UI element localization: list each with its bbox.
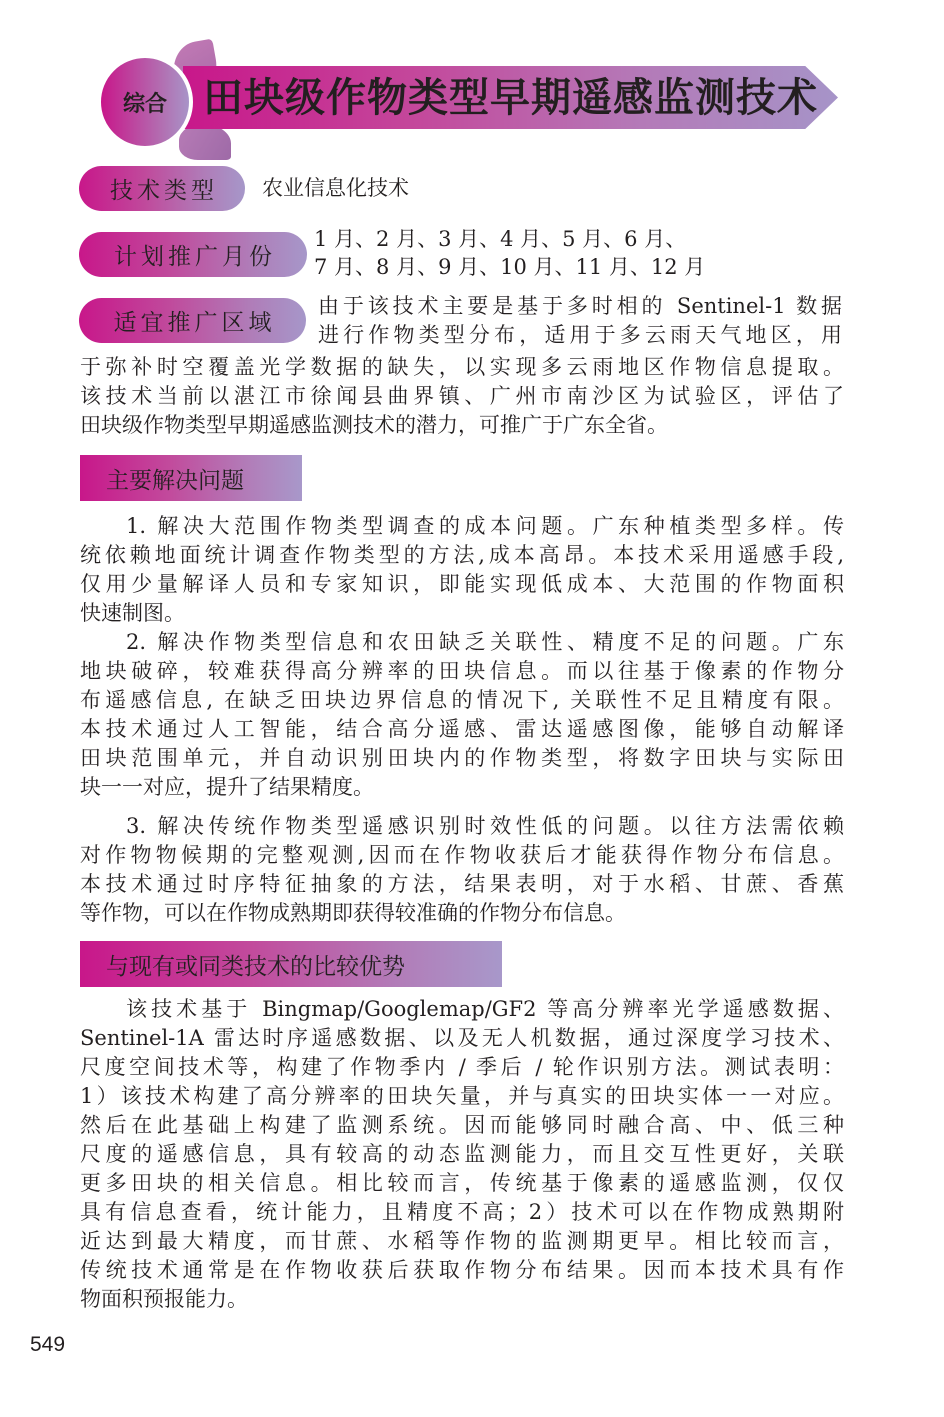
paragraph-line: 统依赖地面统计调查作物类型的方法,成本高昂。本技术采用遥感手段,: [80, 543, 844, 567]
field-value-region-line3: 于弥补时空覆盖光学数据的缺失，以实现多云雨地区作物信息提取。: [80, 355, 844, 379]
field-value-region-line1: 由于该技术主要是基于多时相的 Sentinel-1 数据: [318, 294, 842, 318]
paragraph-line: 近达到最大精度，而甘蔗、水稻等作物的监测期更早。相比较而言，: [80, 1229, 844, 1253]
leaf-decoration-icon: [179, 124, 231, 160]
paragraph-line: 然后在此基础上构建了监测系统。因而能够同时融合高、中、低三种: [80, 1113, 844, 1137]
paragraph-line: 对作物物候期的完整观测,因而在作物收获后才能获得作物分布信息。: [80, 843, 844, 867]
paragraph-line: Sentinel-1A 雷达时序遥感数据、以及无人机数据，通过深度学习技术、: [80, 1026, 844, 1050]
paragraph-line: 1）该技术构建了高分辨率的田块矢量，并与真实的田块实体一一对应。: [80, 1084, 844, 1108]
paragraph-line: 布遥感信息, 在缺乏田块边界信息的情况下, 关联性不足且精度有限。: [80, 688, 844, 712]
paragraph-line: 等作物，可以在作物成熟期即获得较准确的作物分布信息。: [80, 901, 626, 925]
paragraph-line: 1. 解决大范围作物类型调查的成本问题。广东种植类型多样。传: [126, 514, 844, 538]
page-number: 549: [30, 1333, 66, 1356]
paragraph-line: 本技术通过时序特征抽象的方法，结果表明，对于水稻、甘蔗、香蕉: [80, 872, 844, 896]
paragraph-line: 更多田块的相关信息。相比较而言，传统基于像素的遥感监测，仅仅: [80, 1171, 844, 1195]
field-value-region-line2: 进行作物类型分布，适用于多云雨天气地区，用: [318, 323, 842, 347]
paragraph-line: 2. 解决作物类型信息和农田缺乏关联性、精度不足的问题。广东: [126, 630, 844, 654]
paragraph-line: 田块范围单元，并自动识别田块内的作物类型，将数字田块与实际田: [80, 746, 844, 770]
category-badge: [97, 54, 193, 150]
paragraph-line: 快速制图。: [80, 601, 185, 625]
paragraph-line: 块一一对应，提升了结果精度。: [80, 775, 374, 799]
paragraph-line: 尺度空间技术等，构建了作物季内 / 季后 / 轮作识别方法。测试表明：: [80, 1055, 844, 1079]
section-header-comparative-advantage: 与现有或同类技术的比较优势: [80, 941, 502, 987]
field-value-months-line1: 1 月、2 月、3 月、4 月、5 月、6 月、: [314, 227, 687, 251]
paragraph-line: 地块破碎，较难获得高分辨率的田块信息。而以往基于像素的作物分: [80, 659, 844, 683]
page-title: 田块级作物类型早期遥感监测技术: [203, 75, 818, 121]
section-header-main-problems: 主要解决问题: [80, 455, 302, 501]
paragraph-line: 本技术通过人工智能，结合高分遥感、雷达遥感图像，能够自动解译: [80, 717, 844, 741]
field-value-region-line5: 田块级作物类型早期遥感监测技术的潜力，可推广于广东全省。: [80, 413, 668, 437]
paragraph-line: 物面积预报能力。: [80, 1287, 248, 1311]
paragraph-line: 该技术基于 Bingmap/Googlemap/GF2 等高分辨率光学遥感数据、: [126, 997, 844, 1021]
paragraph-line: 仅用少量解译人员和专家知识，即能实现低成本、大范围的作物面积: [80, 572, 844, 596]
paragraph-line: 尺度的遥感信息，具有较高的动态监测能力，而且交互性更好，关联: [80, 1142, 844, 1166]
field-value-months-line2: 7 月、8 月、9 月、10 月、11 月、12 月: [314, 255, 706, 279]
paragraph-line: 3. 解决传统作物类型遥感识别时效性低的问题。以往方法需依赖: [126, 814, 844, 838]
field-label-region: 适宜推广区域: [79, 298, 306, 343]
field-value-region-line4: 该技术当前以湛江市徐闻县曲界镇、广州市南沙区为试验区，评估了: [80, 384, 844, 408]
paragraph-line: 传统技术通常是在作物收获后获取作物分布结果。因而本技术具有作: [80, 1258, 844, 1282]
title-banner-group: [95, 40, 855, 160]
field-value-tech-type: 农业信息化技术: [262, 176, 409, 200]
field-label-months: 计划推广月份: [79, 232, 307, 277]
category-badge-label: 综合: [122, 91, 167, 117]
field-label-tech-type: 技术类型: [79, 166, 245, 211]
paragraph-line: 具有信息查看，统计能力，且精度不高；2）技术可以在作物成熟期附: [80, 1200, 844, 1224]
